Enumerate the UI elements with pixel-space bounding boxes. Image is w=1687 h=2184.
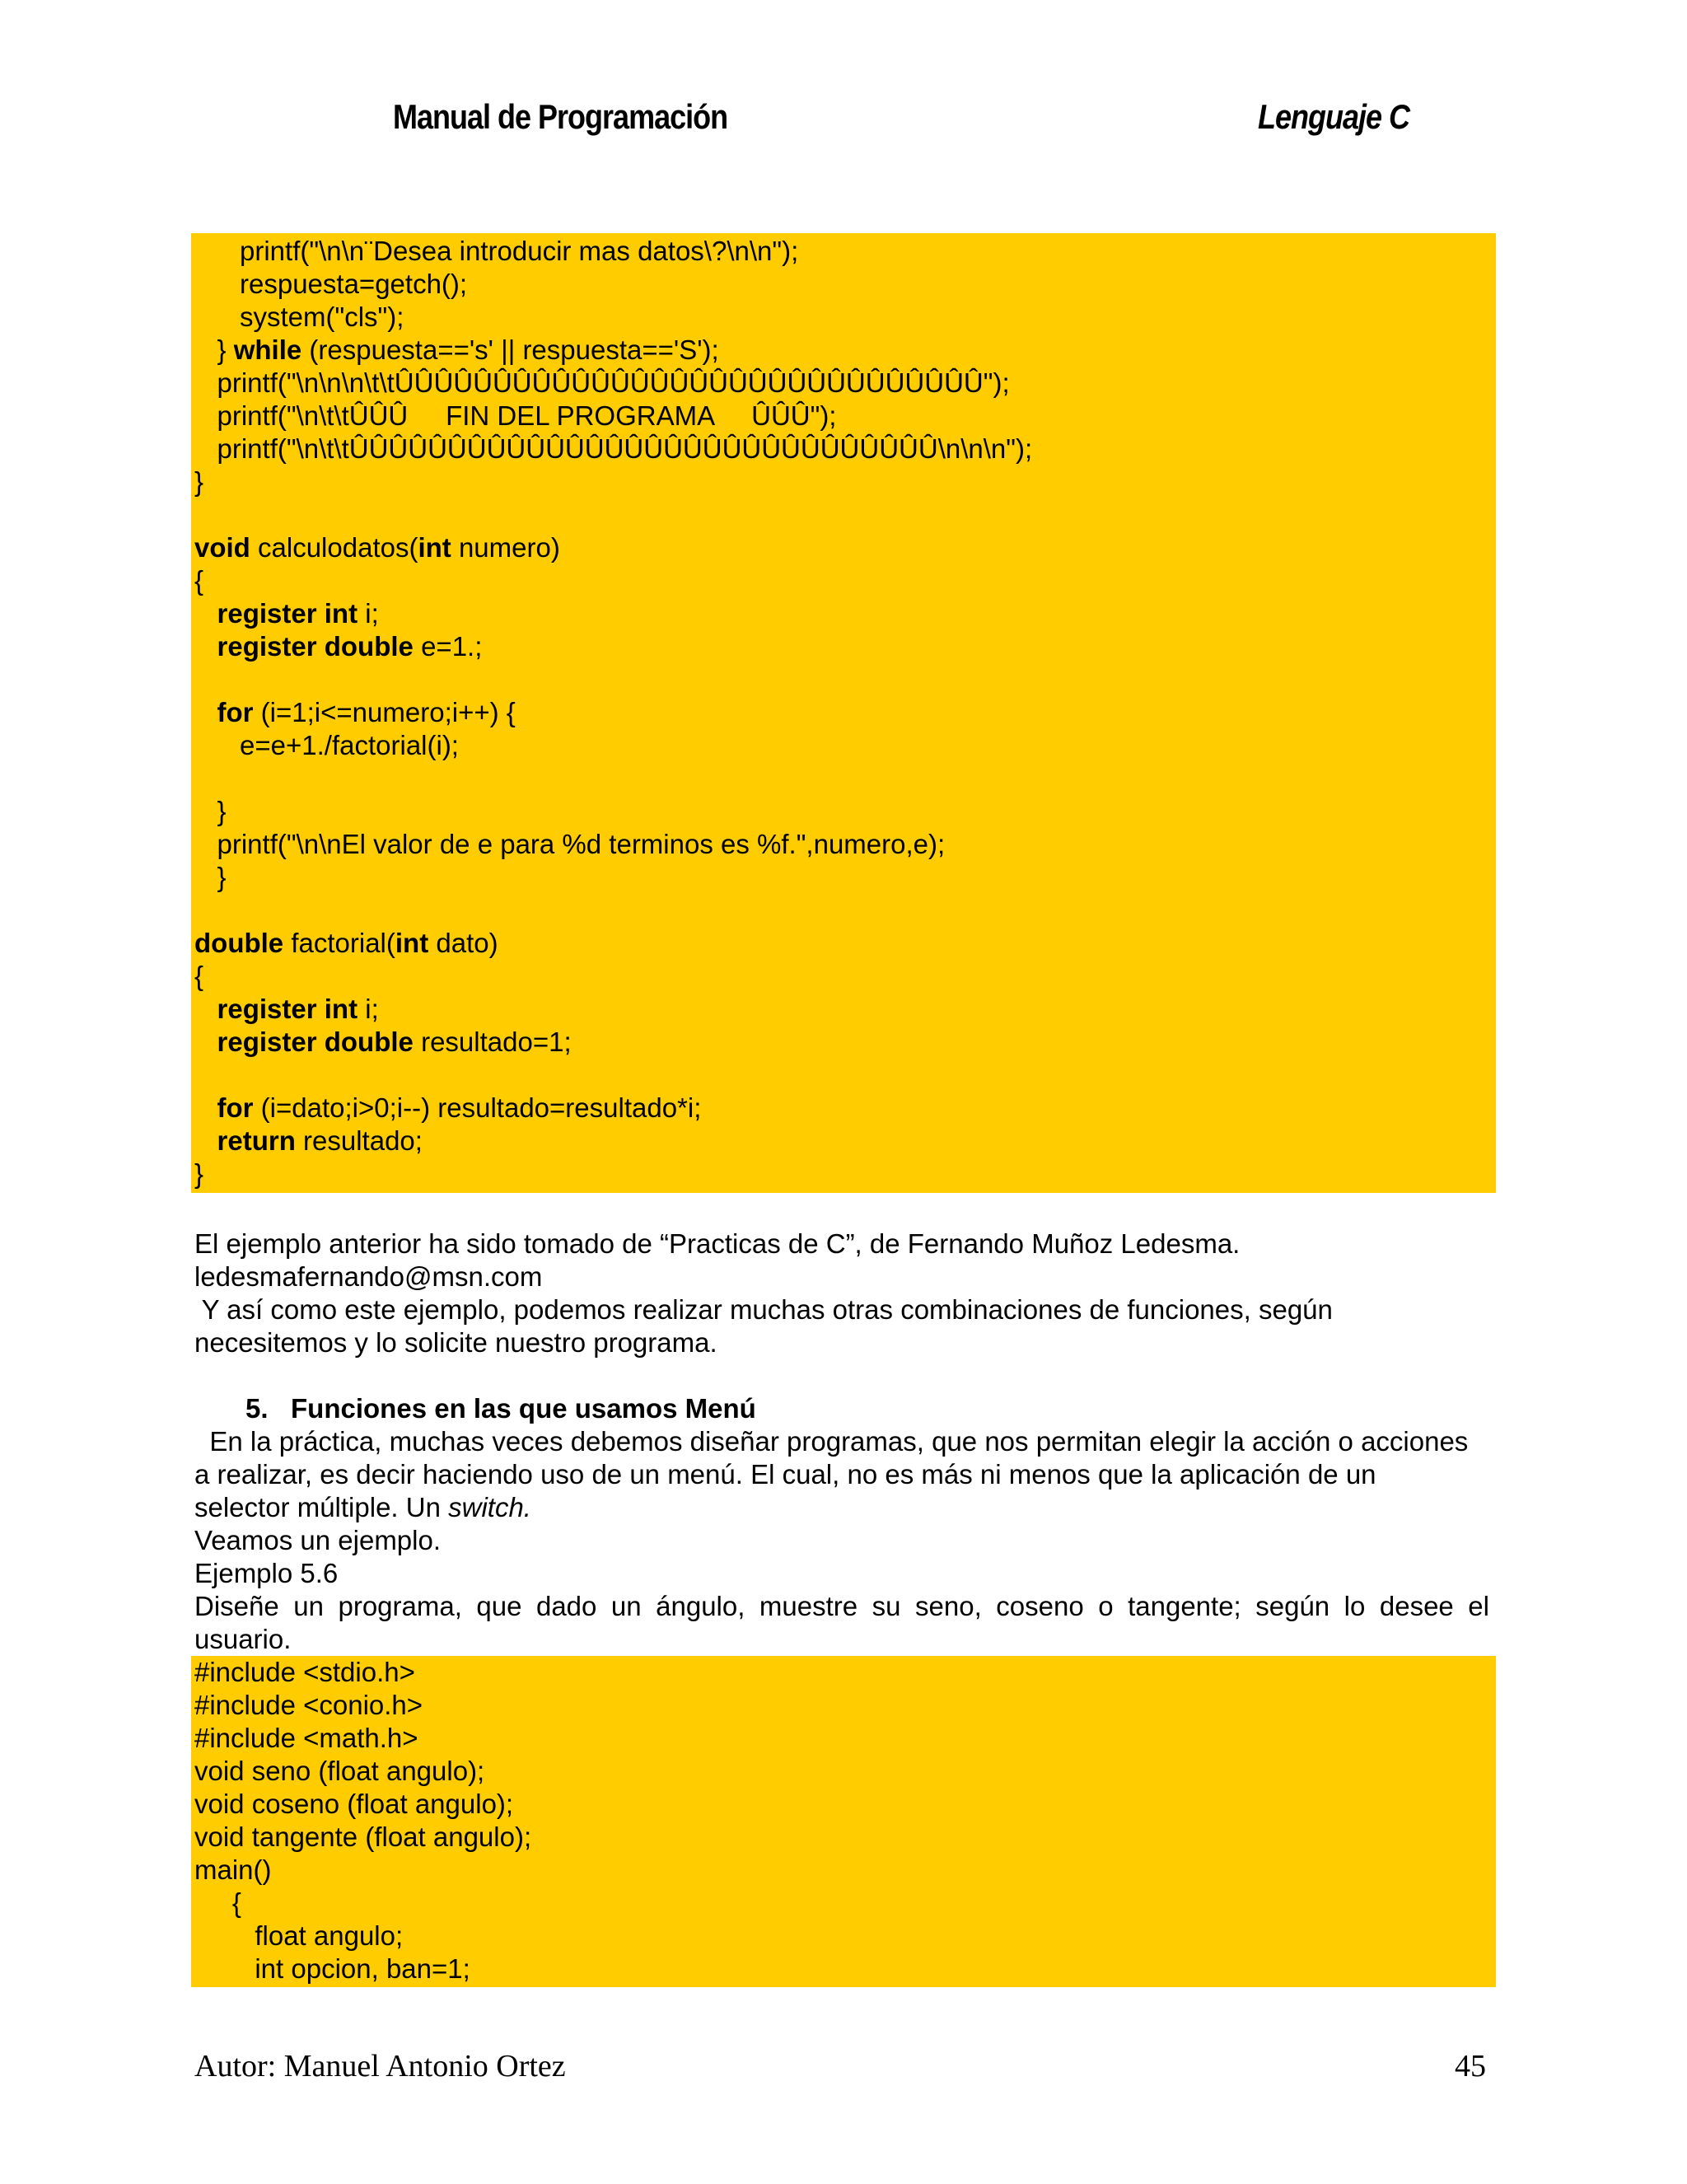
code-text: }: [194, 334, 234, 365]
code-text: i;: [357, 994, 379, 1024]
code-line: [194, 729, 459, 762]
code-line: [194, 993, 379, 1026]
code-text: }: [194, 466, 204, 497]
code-text: [194, 631, 217, 662]
code-line: [194, 828, 945, 861]
code-line: [194, 1026, 572, 1059]
paragraph-line: Y así como este ejemplo, podemos realizar muchas otras combinaciones de funciones, según: [194, 1294, 1333, 1325]
code-block-2: [191, 1656, 1496, 1987]
code-text: (i=1;i<=numero;i++) {: [253, 697, 516, 727]
code-line: float angulo;: [194, 1920, 404, 1951]
code-text: }: [194, 862, 227, 892]
code-keyword: for: [217, 1092, 254, 1123]
code-text: [194, 994, 217, 1024]
code-text: printf("\n\t\tÛÛÛ FIN DEL PROGRAMA ÛÛÛ");: [194, 400, 837, 431]
code-keyword: register double: [217, 631, 414, 662]
code-line: void seno (float angulo);: [194, 1756, 485, 1786]
example-description: Diseñe un programa, que dado un ángulo, muestre su seno, coseno o tangente; según lo desee el: [194, 1591, 1489, 1621]
code-line: [194, 927, 498, 960]
code-text: }: [194, 796, 227, 826]
code-text: e=1.;: [413, 631, 483, 662]
paragraph-line: [194, 1491, 531, 1524]
code-line: [194, 465, 203, 498]
code-line: [194, 268, 467, 301]
code-line: [194, 696, 516, 729]
code-text: {: [194, 565, 204, 596]
code-text: [194, 1027, 217, 1057]
code-text: printf("\n\n¨Desea introducir mas datos\?\n\n");: [194, 236, 799, 266]
code-line: [194, 564, 203, 597]
code-text: {: [194, 961, 204, 991]
code-line: main(): [194, 1854, 272, 1885]
code-line: [194, 301, 404, 334]
code-line: [194, 400, 836, 433]
code-text: e=e+1./factorial(i);: [194, 730, 459, 760]
code-keyword: int: [418, 532, 451, 563]
paragraph-source-line: El ejemplo anterior ha sido tomado de “Practicas de C”, de Fernando Muñoz Ledesma.: [194, 1228, 1241, 1259]
footer-author: Autor: Manuel Antonio Ortez: [194, 2049, 566, 2083]
code-text: (i=dato;i>0;i--) resultado=resultado*i;: [253, 1092, 702, 1123]
code-line: [194, 367, 1010, 400]
code-line: [194, 1157, 203, 1190]
code-text: [194, 598, 217, 629]
code-line: [194, 334, 719, 367]
code-text: system("cls");: [194, 302, 404, 332]
code-line: [194, 433, 1032, 465]
code-text: [194, 1125, 217, 1156]
code-keyword: while: [233, 334, 302, 365]
code-line: [194, 597, 379, 630]
code-line: [194, 235, 798, 268]
code-text: dato): [428, 928, 498, 958]
code-keyword: double: [194, 928, 284, 958]
code-line: [194, 861, 227, 894]
code-text: calculodatos(: [250, 532, 418, 563]
paragraph-line: a realizar, es decir haciendo uso de un menú. El cual, no es más ni menos que la aplicación de un: [194, 1459, 1376, 1490]
code-text: printf("\n\nEl valor de e para %d terminos es %f.",numero,e);: [194, 829, 946, 859]
example-label: Ejemplo 5.6: [194, 1558, 339, 1588]
code-line: void tangente (float angulo);: [194, 1822, 532, 1852]
code-text: }: [194, 1158, 204, 1189]
code-line: void coseno (float angulo);: [194, 1789, 514, 1819]
code-text: factorial(: [283, 928, 395, 958]
page-number: 45: [1455, 2049, 1486, 2083]
code-keyword: int: [395, 928, 429, 958]
code-text: (respuesta=='s' || respuesta=='S');: [301, 334, 719, 365]
example-description-end: usuario.: [194, 1624, 292, 1654]
code-line: #include <stdio.h>: [194, 1657, 415, 1687]
code-line: [194, 630, 482, 663]
paragraph-text: selector múltiple. Un: [194, 1492, 449, 1522]
code-line: [194, 1125, 423, 1157]
code-text: [194, 697, 217, 727]
code-line: #include <math.h>: [194, 1723, 418, 1753]
header-title: Manual de Programación: [393, 97, 728, 137]
code-line: {: [194, 1887, 241, 1918]
code-text: numero): [451, 532, 560, 563]
code-text: [194, 1092, 217, 1123]
code-keyword: register int: [217, 598, 358, 629]
code-line: [194, 960, 203, 993]
code-keyword: return: [217, 1125, 296, 1156]
header-subject: Lenguaje C: [1258, 97, 1410, 137]
code-keyword: register double: [217, 1027, 414, 1057]
code-keyword: register int: [217, 994, 358, 1024]
code-text: respuesta=getch();: [194, 269, 468, 299]
code-line: [194, 795, 227, 828]
source-email: ledesmafernando@msn.com: [194, 1261, 543, 1292]
code-keyword: for: [217, 697, 254, 727]
paragraph-line: necesitemos y lo solicite nuestro programa.: [194, 1327, 717, 1358]
code-text: resultado=1;: [413, 1027, 572, 1057]
code-line: [194, 1092, 701, 1125]
switch-term: switch.: [448, 1492, 531, 1522]
paragraph-line: Veamos un ejemplo.: [194, 1525, 442, 1555]
code-text: printf("\n\t\tÛÛÛÛÛÛÛÛÛÛÛÛÛÛÛÛÛÛÛÛÛÛÛÛÛÛÛÛÛÛ\n\n\n");: [194, 433, 1033, 464]
paragraph-line: En la práctica, muchas veces debemos diseñar programas, que nos permitan elegir la acción o acciones: [194, 1426, 1469, 1457]
code-text: i;: [357, 598, 379, 629]
code-keyword: void: [194, 532, 250, 563]
code-text: resultado;: [295, 1125, 423, 1156]
code-text: printf("\n\n\n\t\tÛÛÛÛÛÛÛÛÛÛÛÛÛÛÛÛÛÛÛÛÛÛÛÛÛÛÛÛÛÛ");: [194, 367, 1010, 398]
code-line: #include <conio.h>: [194, 1690, 423, 1720]
code-block-1: [191, 233, 1496, 1193]
section-heading: 5. Funciones en las que usamos Menú: [245, 1393, 756, 1424]
code-line: [194, 531, 560, 564]
code-line: int opcion, ban=1;: [194, 1953, 470, 1984]
